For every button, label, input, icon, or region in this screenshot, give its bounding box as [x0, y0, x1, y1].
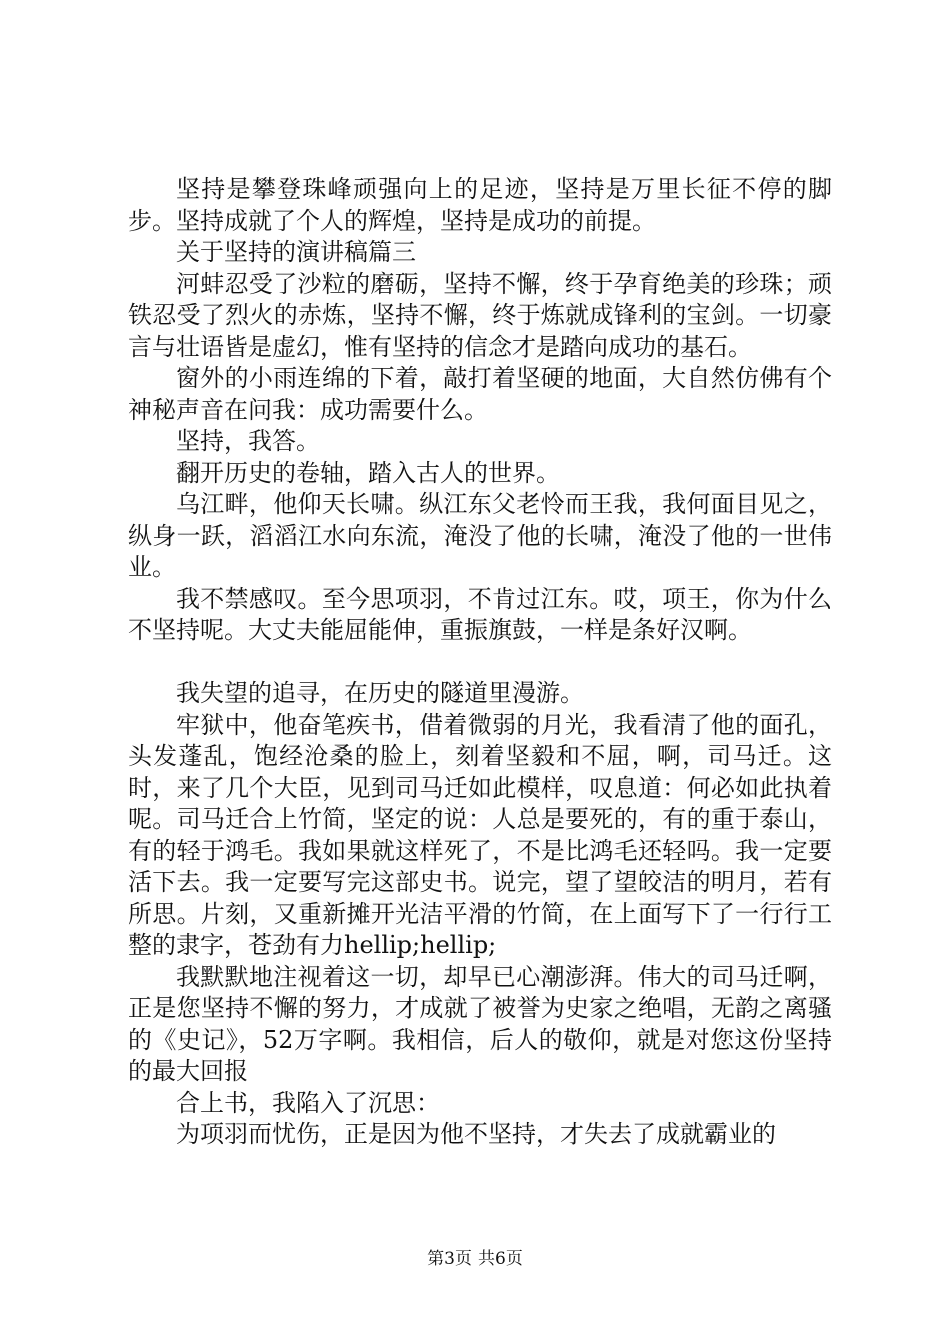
paragraph: 我不禁感叹。至今思项羽，不肯过江东。哎，项王，你为什么不坚持呢。大丈夫能屈能伸，重振旗鼓，一样是条好汉啊。 — [128, 584, 832, 644]
paragraph: 窗外的小雨连绵的下着，敲打着坚硬的地面，大自然仿佛有个神秘声音在问我：成功需要什么。 — [128, 364, 832, 424]
document-body — [128, 174, 832, 1151]
section-heading: 关于坚持的演讲稿篇三 — [176, 238, 416, 266]
page-number: 第3页 — [427, 1249, 472, 1269]
paragraph: 为项羽而忧伤，正是因为他不坚持，才失去了成就霸业的 — [176, 1120, 776, 1148]
paragraph: 合上书，我陷入了沉思： — [176, 1088, 440, 1117]
blank-line — [128, 647, 832, 679]
paragraph: 我默默地注视着这一切，却早已心潮澎湃。伟大的司马迁啊，正是您坚持不懈的努力，才成就了被誉为史家之绝唱，无韵之离骚的《史记》，52万字啊。我相信，后人的敬仰，就是对您这份坚持的最大回报 — [128, 962, 832, 1085]
paragraph: 坚持，我答。 — [176, 427, 320, 455]
paragraph: 牢狱中，他奋笔疾书，借着微弱的月光，我看清了他的面孔，头发蓬乱，饱经沧桑的脸上，刻着坚毅和不屈，啊，司马迁。这时，来了几个大臣，见到司马迁如此模样，叹息道：何必如此执着呢。司马迁合上竹简，坚定的说：人总是要死的，有的重于泰山，有的轻于鸿毛。我如果就这样死了，不是比鸿毛还轻吗。我一定要活下去。我一定要写完这部史书。说完，望了望皎洁的明月，若有所思。片刻，又重新摊开光洁平滑的竹简，在上面写下了一行行工整的隶字，苍劲有力hellip;hellip; — [128, 710, 832, 959]
paragraph: 河蚌忍受了沙粒的磨砺，坚持不懈，终于孕育绝美的珍珠；顽铁忍受了烈火的赤炼，坚持不懈，终于炼就成锋利的宝剑。一切豪言与壮语皆是虚幻，惟有坚持的信念才是踏向成功的基石。 — [128, 269, 832, 361]
paragraph: 我失望的追寻，在历史的隧道里漫游。 — [176, 679, 584, 707]
page-footer — [0, 1244, 950, 1269]
paragraph: 乌江畔，他仰天长啸。纵江东父老怜而王我，我何面目见之，纵身一跃，滔滔江水向东流，淹没了他的长啸，淹没了他的一世伟业。 — [128, 490, 832, 581]
paragraph: 翻开历史的卷轴，踏入古人的世界。 — [176, 458, 560, 487]
paragraph: 坚持是攀登珠峰顽强向上的足迹，坚持是万里长征不停的脚步。坚持成就了个人的辉煌，坚持是成功的前提。 — [128, 175, 832, 235]
page-total: 共6页 — [478, 1249, 523, 1269]
